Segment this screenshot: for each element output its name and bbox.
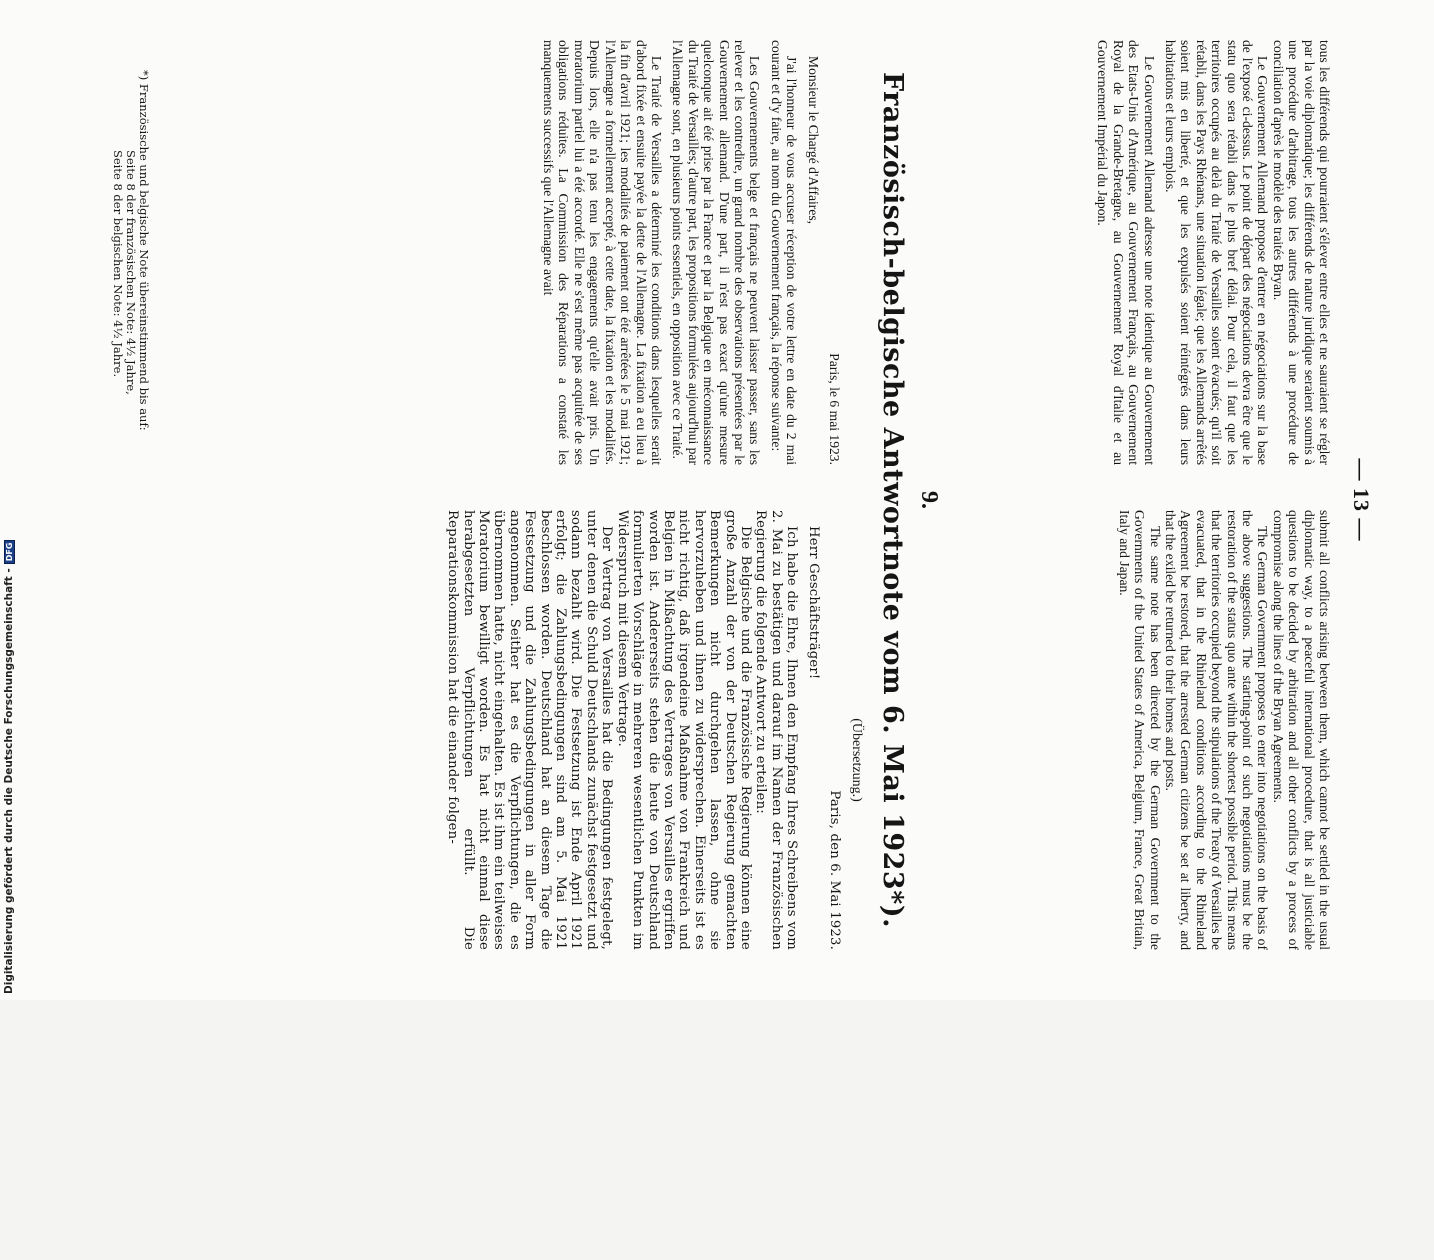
paragraph: tous les différends qui pourraient s'élever entre elles et ne sauraient se régler par la voie diplomatique; les différends de nature juridique seraient soumis à une procédure d'arbitrage, tous les autres différends à une procédure de conciliation d'après le modèle des traités Bryan. (1270, 40, 1332, 465)
paragraph: Die Belgische und die Französische Regierung können eine große Anzahl der von der Deutschen Regierung gemachten Bemerkungen nicht durchgehen lassen, ohne sie hervorzuheben und ihnen zu widersprechen. Einerseits ist es nicht richtig, daß irgendeine Maßnahme von Frankreich und Belgien in Mißachtung des Vertrages von Versailles ergriffen worden ist. Andererseits stehen die heute von Deutschland formulierten Vorschläge in mehreren wesentlichen Punkten im Widerspruch mit diesem Vertrage. (614, 510, 753, 950)
dfg-logo: DFG (4, 540, 15, 565)
footnote-line: Seite 8 der französischen Note: 4½ Jahre, (124, 150, 138, 395)
paragraph: The German Government proposes to enter into negotiations on the basis of the above suggestions. The starting-point of such negotiations must be the restoration of the status quo ante within the shortest possible period. This means that the territories occupied beyond the stipulations of the Treaty of Versailles be evacuated, that in the Rhineland conditions according to the Rhineland Agreement be restored, that the arrested German citizens be set at liberty, and that the exiled be returned to their homes and posts. (1162, 510, 1271, 950)
paragraph: submit all conflicts arising between them, which cannot be settled in the usual diplomatic way, to a peaceful international procedure, that is all justiciable questions to be decided by arbitration and all other conflicts by a process of compromise along the lines of the Bryan Agreements. (1270, 510, 1332, 950)
footnote-line: Seite 8 der belgischen Note: 4½ Jahre. (111, 150, 125, 378)
funding-text: Digitalisierung gefördert durch die Deutsche Forschungsgemeinschaft - (3, 568, 15, 994)
page-number: — 13 — (1349, 458, 1374, 542)
section-number: 9. (916, 491, 942, 509)
paragraph: Le Traité de Versailles a déterminé les conditions dans lesquelles serait d'abord fixée et ensuite payée la dette de l'Allemagne. La fixation a eu lieu à la fin d'avril 1921; les modalités de paiement ont été arrêtées le 5 mai 1921; l'Allemagne a formellement accepté, à cette date, la fixation et les modalités. Depuis lors, elle n'a pas tenu les engagements qu'elle avait pris. Un moratorium partiel lui a été accordé. Elle ne s'est même pas acquittée de ses obligations réduites. La Commission des Réparations a constaté les manquements successifs que l'Allemagne avait (541, 40, 664, 465)
salutation: Herr Geschäftsträger! (805, 526, 821, 680)
funding-notice (3, 540, 15, 994)
french-column-bottom (541, 40, 842, 465)
section-subtitle: (Übersetzung.) (849, 718, 864, 802)
paragraph: J'ai l'honneur de vous accuser réception de votre lettre en date du 2 mai courant et d'y faire, au nom du Gouvernement français, la réponse suivante: (768, 40, 800, 465)
section-title: Französisch-belgische Antwortnote vom 6. Mai 1923*). (877, 71, 908, 929)
german-column-bottom (445, 510, 842, 950)
paragraph: The same note has been directed by the German Government to the Governments of the United States of America, Belgium, France, Great Britain, Italy and Japan. (1116, 510, 1163, 950)
paragraph: Le Gouvernement Allemand adresse une note identique au Gouvernement des Etats-Unis d'Amérique, au Gouvernement Français, au Gouvernement Royal de la Grande-Bretagne, au Gouvernement Royal d'Italie et au Gouvernement Impérial du Japon. (1095, 40, 1157, 465)
salutation: Monsieur le Chargé d'Affaires, (805, 56, 821, 225)
dateline: Paris, le 6 mai 1923. (827, 353, 842, 465)
paragraph: Le Gouvernement Allemand propose d'entrer en négociations sur la base de l'exposé ci-dessus. Le point de départ des négociations devra être que le statu quo sera rétabli dans le plus bref délai. Pour cela, il faut que les territoires occupés au delà du Traité de Versailles soient évacués; qu'il soit rétabli, dans les Pays Rhénans, une situation légale; que les Allemands arrêtés soient mis en liberté, et que les expulsés soient réintégrés dans leurs habitations et leurs emplois. (1162, 40, 1271, 465)
french-column-top (1095, 40, 1332, 465)
paragraph: Der Vertrag von Versailles hat die Bedingungen festgelegt, unter denen die Schuld Deutschlands zunächst festgesetzt und sodann bezahlt wird. Die Festsetzung ist Ende April 1921 erfolgt; die Zahlungsbedingungen sind am 5. Mai 1921 beschlossen worden. Deutschland hat an diesem Tage die Festsetzung und die Zahlungsbedingungen in aller Form angenommen. Seither hat es die Verpflichtungen, die es übernommen hatte, nicht eingehalten. Es ist ihm ein teilweises Moratorium bewilligt worden. Es hat nicht einmal diese herabgesetzten Verpflichtungen erfüllt. Die Reparationskommission hat die einander folgen- (445, 510, 615, 950)
paragraph: Les Gouvernements belge et français ne peuvent laisser passer, sans les relever et les contredire, un grand nombre des observations présentées par le Gouvernement allemand. D'une part, il n'est pas exact qu'une mesure quelconque ait été prise par la France et par la Belgique en méconnaissance du Traité de Versailles; d'autre part, les propositions formulées aujourd'hui par l'Allemagne sont, en plusieurs points essentiels, en opposition avec ce Traité. (670, 40, 763, 465)
footnote (111, 70, 150, 460)
paragraph: Ich habe die Ehre, Ihnen den Empfang Ihres Schreibens vom 2. Mai zu bestätigen und darauf im Namen der Französischen Regierung die folgende Antwort zu erteilen: (753, 510, 800, 950)
dateline: Paris, den 6. Mai 1923. (827, 790, 842, 950)
english-column-top (1116, 510, 1332, 950)
footnote-line: *) Französische und belgische Note übereinstimmend bis auf: (137, 70, 151, 431)
